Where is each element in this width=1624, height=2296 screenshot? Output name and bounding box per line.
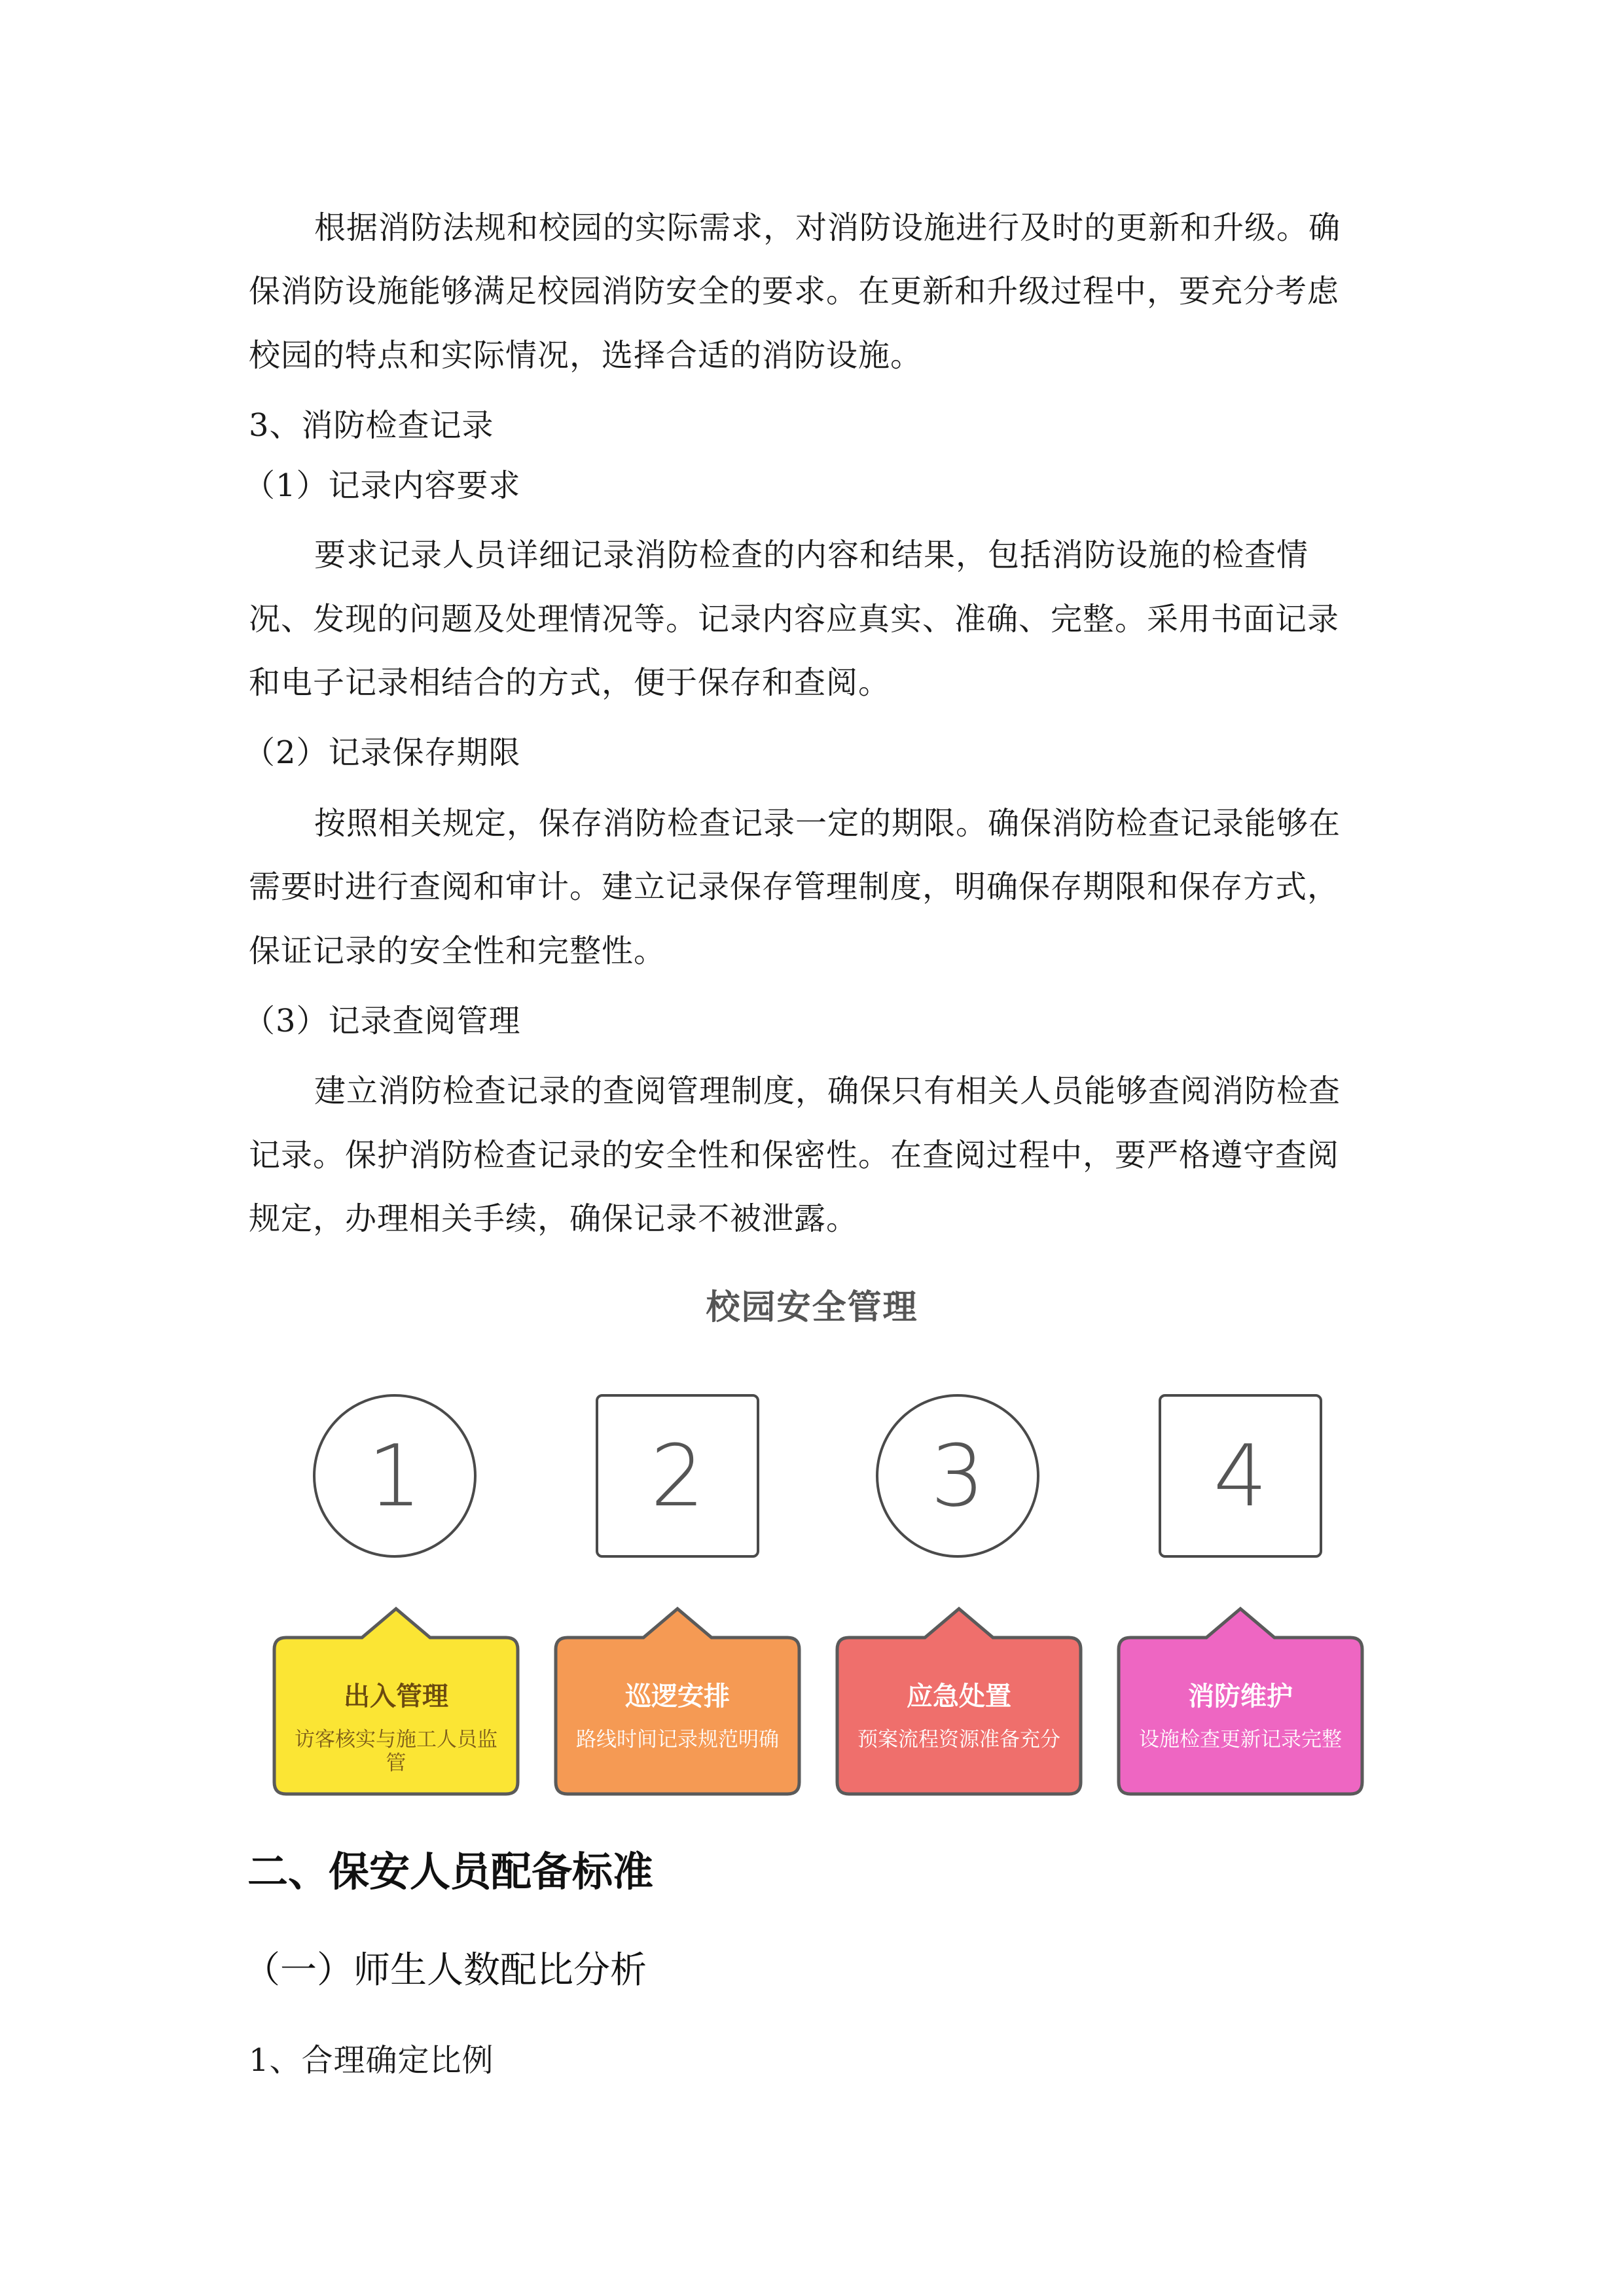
step-number-2: 2 <box>596 1394 759 1558</box>
card-title: 出入管理 <box>344 1681 448 1712</box>
paragraph-line: 记录。保护消防检查记录的安全性和保密性。在查阅过程中，要严格遵守查阅 <box>249 1137 1340 1174</box>
step-number-1: 1 <box>313 1394 477 1558</box>
card-desc: 设施检查更新记录完整 <box>1139 1728 1342 1751</box>
card-title: 巡逻安排 <box>625 1681 730 1712</box>
paragraph-line: 需要时进行查阅和审计。建立记录保存管理制度，明确保存期限和保存方式， <box>249 869 1340 905</box>
card-patrol <box>553 1564 802 1800</box>
paragraph-line: 保消防设施能够满足校园消防安全的要求。在更新和升级过程中，要充分考虑 <box>249 273 1340 310</box>
card-fire-maintenance <box>1116 1564 1365 1800</box>
card-access-control <box>272 1564 520 1800</box>
heading-ratio: 1、合理确定比例 <box>249 2042 494 2079</box>
section-title: （1）记录内容要求 <box>244 467 521 504</box>
paragraph-line: 校园的特点和实际情况，选择合适的消防设施。 <box>249 337 923 374</box>
paragraph-line: 建立消防检查记录的查阅管理制度，确保只有相关人员能够查阅消防检查 <box>314 1073 1341 1109</box>
paragraph-line: 保证记录的安全性和完整性。 <box>249 933 666 969</box>
chapter-heading: 二、保安人员配备标准 <box>247 1848 654 1895</box>
paragraph-line: 根据消防法规和校园的实际需求，对消防设施进行及时的更新和升级。确 <box>314 209 1341 246</box>
card-title: 消防维护 <box>1188 1681 1293 1712</box>
card-desc: 访客核实与施工人员监管 <box>295 1728 497 1775</box>
section-title: （2）记录保存期限 <box>244 734 521 771</box>
paragraph-line: 况、发现的问题及处理情况等。记录内容应真实、准确、完整。采用书面记录 <box>249 601 1340 637</box>
card-emergency <box>835 1564 1083 1800</box>
heading-fire-record: 3、消防检查记录 <box>249 407 494 444</box>
step-number-3: 3 <box>876 1394 1039 1558</box>
paragraph-line: 按照相关规定，保存消防检查记录一定的期限。确保消防检查记录能够在 <box>314 805 1341 842</box>
card-desc: 预案流程资源准备充分 <box>857 1728 1060 1751</box>
subchapter-heading: （一）师生人数配比分析 <box>244 1949 647 1992</box>
paragraph-line: 和电子记录相结合的方式，便于保存和查阅。 <box>249 664 891 701</box>
card-desc: 路线时间记录规范明确 <box>576 1728 779 1751</box>
card-title: 应急处置 <box>907 1681 1011 1712</box>
diagram-title: 校园安全管理 <box>706 1288 918 1327</box>
paragraph-line: 规定，办理相关手续，确保记录不被泄露。 <box>249 1200 859 1237</box>
paragraph-line: 要求记录人员详细记录消防检查的内容和结果，包括消防设施的检查情 <box>314 537 1309 573</box>
step-number-4: 4 <box>1159 1394 1322 1558</box>
section-title: （3）记录查阅管理 <box>244 1003 521 1039</box>
